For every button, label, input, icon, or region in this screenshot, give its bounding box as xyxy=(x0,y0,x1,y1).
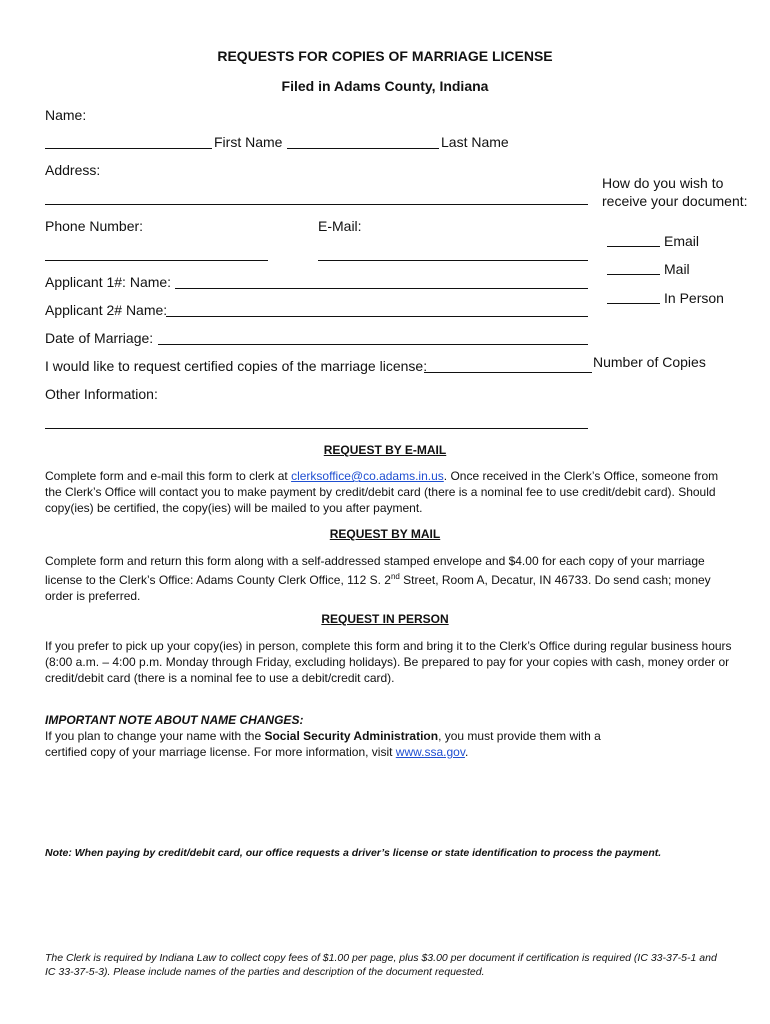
delivery-option-in-person: In Person xyxy=(664,290,724,306)
page-subtitle: Filed in Adams County, Indiana xyxy=(281,78,489,94)
email-instructions xyxy=(45,468,735,516)
mail-instructions-text: Complete form and return this form along with a self-addressed stamped envelope and $4.00 for each copy of your marriage license to the Clerk’s Office: Adams County Clerk Office, 112 S. 2 xyxy=(45,554,705,587)
applicant1-label: Applicant 1#: Name: xyxy=(45,274,172,290)
payment-note: Note: When paying by credit/debit card, our office requests a driver’s license or state identification to process the payment. xyxy=(45,847,662,859)
phone-label: Phone Number: xyxy=(45,218,144,234)
email-label: E-Mail: xyxy=(318,218,362,234)
delivery-in-person-blank[interactable] xyxy=(607,303,660,304)
important-note-heading: IMPORTANT NOTE ABOUT NAME CHANGES: xyxy=(45,713,304,727)
important-note-text-cont: , you must provide them with a certified copy of your marriage license. For more information, visit xyxy=(45,729,601,759)
name-label: Name: xyxy=(45,107,87,123)
delivery-question-line2: receive your document: xyxy=(602,193,748,209)
important-note xyxy=(45,712,645,760)
section-heading-mail: REQUEST BY MAIL xyxy=(329,527,441,541)
clerk-email-link[interactable]: clerksoffice@co.adams.in.us xyxy=(291,469,444,483)
number-of-copies-label: Number of Copies xyxy=(593,354,706,370)
delivery-option-email: Email xyxy=(664,233,700,249)
delivery-mail-blank[interactable] xyxy=(607,274,660,275)
footer-fee-notice: The Clerk is required by Indiana Law to collect copy fees of $1.00 per page, plus $3.00 per document if certification is required (IC 33-37-5-1 and IC 33-37-5-3). Please include names of the parties and description of the document requested. xyxy=(45,952,717,978)
email-instructions-text-cont: . Once received in the Clerk’s Office, someone from the Clerk’s Office will contact you to make payment by credit/debit card (there is a nominal fee to use credit/debit card). Should copy(ies) be certified, the copy(ies) will be mailed to you after payment. xyxy=(45,469,719,515)
date-of-marriage-label: Date of Marriage: xyxy=(45,330,154,346)
important-note-end: . xyxy=(464,745,469,759)
in-person-instructions: If you prefer to pick up your copy(ies) in person, complete this form and bring it to the Clerk’s Office during regular business hours (8:00 a.m. – 4:00 p.m. Monday through Friday, excluding holidays). Be prepared to pay for your copies with cash, money order or credit/debit card (there is a nominal fee to use a debit/credit card). xyxy=(45,639,732,685)
other-information-field[interactable] xyxy=(45,428,588,429)
ssa-name: Social Security Administration xyxy=(264,729,439,743)
last-name-label: Last Name xyxy=(441,134,509,150)
number-of-copies-field[interactable] xyxy=(424,372,592,373)
email-instructions-text: Complete form and e-mail this form to clerk at xyxy=(45,469,292,483)
page-title: REQUESTS FOR COPIES OF MARRIAGE LICENSE xyxy=(217,48,553,64)
last-name-field[interactable] xyxy=(287,148,439,149)
address-label: Address: xyxy=(45,162,101,178)
delivery-option-mail: Mail xyxy=(664,261,690,277)
mail-instructions xyxy=(45,553,735,604)
applicant1-name-field[interactable] xyxy=(175,288,588,289)
delivery-question-line1: How do you wish to xyxy=(602,175,724,191)
email-field[interactable] xyxy=(318,260,588,261)
other-information-label: Other Information: xyxy=(45,386,158,402)
important-note-text: If you plan to change your name with the xyxy=(45,729,265,743)
section-heading-in-person: REQUEST IN PERSON xyxy=(321,612,449,626)
ssa-link[interactable]: www.ssa.gov xyxy=(395,745,465,759)
applicant2-label: Applicant 2# Name: xyxy=(45,302,168,318)
section-heading-email: REQUEST BY E-MAIL xyxy=(323,443,447,457)
phone-field[interactable] xyxy=(45,260,268,261)
date-of-marriage-field[interactable] xyxy=(158,344,588,345)
mail-instructions-text-cont: Street, Room A, Decatur, IN 46733. Do send cash; money order is preferred. xyxy=(45,573,711,603)
superscript-nd: nd xyxy=(390,572,400,581)
copies-request-label: I would like to request certified copies of the marriage license: xyxy=(45,358,428,374)
first-name-field[interactable] xyxy=(45,148,212,149)
first-name-label: First Name xyxy=(214,134,283,150)
address-field[interactable] xyxy=(45,204,588,205)
applicant2-name-field[interactable] xyxy=(166,316,588,317)
delivery-email-blank[interactable] xyxy=(607,246,660,247)
